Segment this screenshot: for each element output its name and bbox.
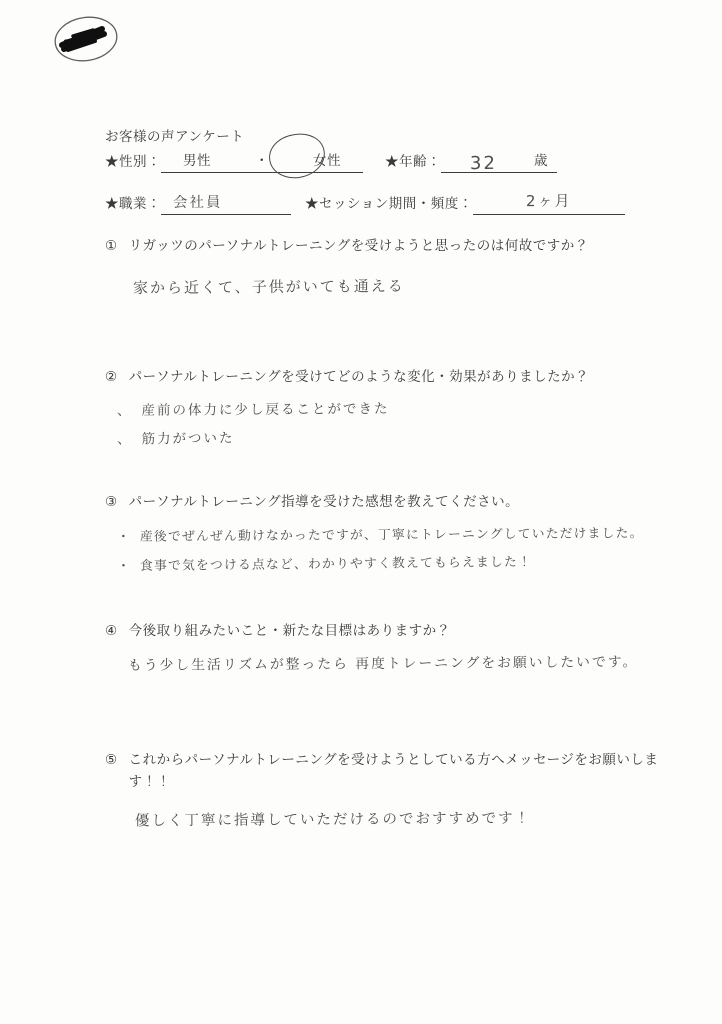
answer-text: 産後でぜんぜん動けなかったですが、丁寧にトレーニングしていただけました。 <box>139 526 644 545</box>
occupation-value: 会社員 <box>172 194 223 212</box>
gender-option-female: 女性 <box>313 153 341 168</box>
answer-text: 筋力がついた <box>141 430 235 448</box>
question-text: リガッツのパーソナルトレーニングを受けようと思ったのは何故ですか？ <box>128 238 589 253</box>
session-label: ★セッション期間・頻度： <box>305 196 473 212</box>
answer-line <box>135 807 531 831</box>
answer-line <box>117 551 532 574</box>
answer-line <box>117 426 235 447</box>
question-text: これからパーソナルトレーニングを受けようとしている方へメッセージをお願いします！！ <box>128 752 659 789</box>
age-value: 32 <box>469 152 497 174</box>
answer-line <box>117 397 390 419</box>
answer-text: 食事で気をつける点など、わかりやすく教えてもらえました！ <box>139 554 533 574</box>
question-5 <box>105 749 683 792</box>
field-row-occupation-session <box>105 193 625 215</box>
answer-text: 産前の体力に少し戻ることができた <box>141 401 390 419</box>
answer-line <box>128 650 638 674</box>
redaction-scribble-icon <box>53 14 119 64</box>
question-number: ② <box>105 369 118 384</box>
answer-text: 家から近くて、子供がいても通える <box>132 277 405 297</box>
age-unit: 歳 <box>525 150 557 173</box>
gender-separator: ・ <box>255 153 269 168</box>
gender-blank <box>161 150 363 173</box>
question-3 <box>105 491 685 513</box>
field-row-gender-age <box>105 150 557 173</box>
question-number: ⑤ <box>105 752 118 767</box>
age-label: ★年齢： <box>385 154 441 169</box>
answer-text: 優しく丁寧に指導していただけるのでおすすめです！ <box>134 810 532 830</box>
age-blank <box>441 151 525 173</box>
answer-line <box>117 522 644 545</box>
question-1 <box>105 235 685 257</box>
answer-line <box>133 275 405 298</box>
question-text: 今後取り組みたいこと・新たな目標はありますか？ <box>128 623 451 638</box>
page-title: お客様の声アンケート <box>105 129 245 144</box>
question-text: パーソナルトレーニング指導を受けた感想を教えてください。 <box>128 494 520 509</box>
gender-label: ★性別： <box>105 154 161 169</box>
question-number: ③ <box>105 494 118 509</box>
session-value: 2ヶ月 <box>525 191 572 211</box>
answer-text: もう少し生活リズムが整ったら 再度トレーニングをお願いしたいです。 <box>127 654 639 674</box>
gender-option-male: 男性 <box>183 153 211 168</box>
question-text: パーソナルトレーニングを受けてどのような変化・効果がありましたか？ <box>128 369 590 384</box>
question-4 <box>105 620 685 642</box>
question-number: ① <box>105 238 118 253</box>
question-2 <box>105 366 685 388</box>
occupation-blank <box>161 193 291 215</box>
answer-marker: ・ <box>116 559 132 575</box>
answer-marker: 、 <box>116 402 133 419</box>
answer-marker: 、 <box>116 431 133 448</box>
session-blank <box>473 193 625 215</box>
question-number: ④ <box>105 623 118 638</box>
answer-marker: ・ <box>116 529 132 545</box>
occupation-label: ★職業： <box>105 196 161 212</box>
